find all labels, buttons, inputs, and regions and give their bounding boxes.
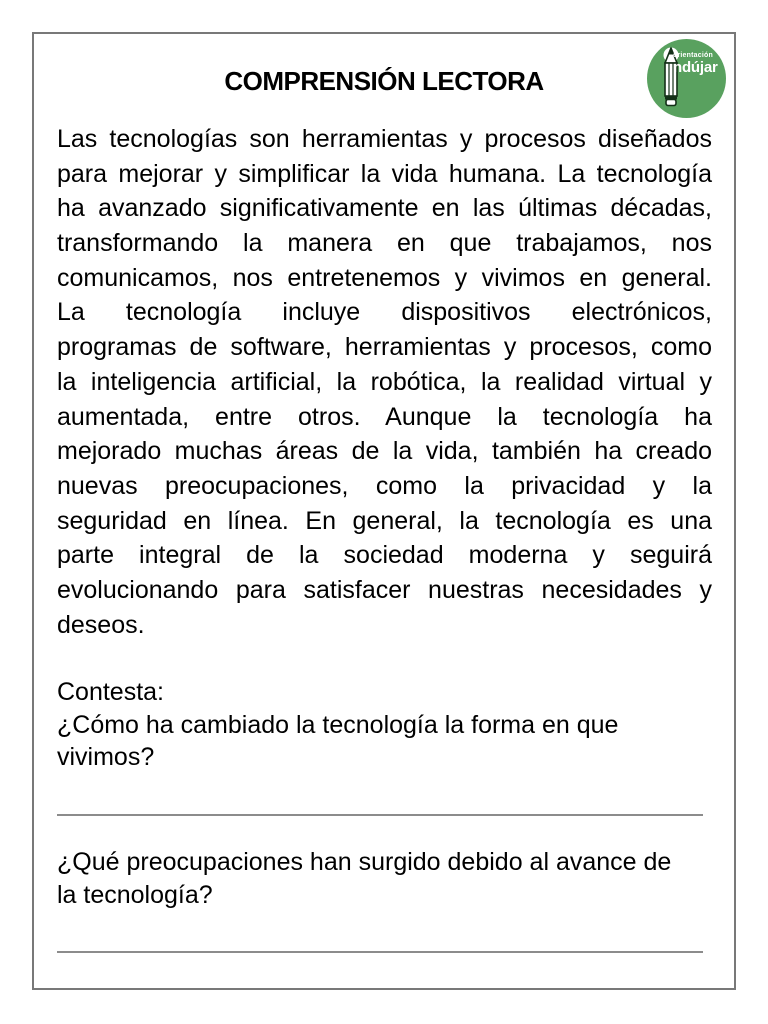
passage-line: nuevas preocupaciones, como la privacidad y la bbox=[57, 471, 712, 500]
passage-line: mejorado muchas áreas de la vida, también ha creado bbox=[57, 437, 712, 466]
passage-line: evolucionando para satisfacer nuestras necesidades y bbox=[57, 575, 712, 604]
brand-name-large: ndújar bbox=[673, 59, 718, 76]
passage-line: transformando la manera en que trabajamos, nos bbox=[57, 229, 712, 258]
passage-line: ha avanzado significativamente en las últimas décadas, bbox=[57, 194, 712, 223]
passage-line: deseos. bbox=[57, 610, 145, 639]
passage-line: programas de software, herramientas y procesos, como bbox=[57, 333, 712, 362]
page-border-frame bbox=[32, 32, 736, 990]
question-1-line-1: ¿Cómo ha cambiado la tecnología la forma en que bbox=[57, 710, 619, 739]
passage-line: la inteligencia artificial, la robótica, la realidad virtual y bbox=[57, 367, 712, 396]
reading-passage bbox=[57, 122, 712, 642]
passage-line: La tecnología incluye dispositivos electrónicos, bbox=[57, 298, 712, 327]
passage-line: Las tecnologías son herramientas y procesos diseñados bbox=[57, 125, 712, 153]
passage-line: seguridad en línea. En general, la tecnología es una bbox=[57, 506, 712, 535]
passage-line: parte integral de la sociedad moderna y seguirá bbox=[57, 541, 712, 570]
passage-line: comunicamos, nos entretenemos y vivimos en general. bbox=[57, 263, 712, 292]
page-title: COMPRENSIÓN LECTORA bbox=[224, 66, 544, 96]
question-2-line-1: ¿Qué preocupaciones han surgido debido al avance de bbox=[57, 848, 672, 876]
passage-line: para mejorar y simplificar la vida humana. La tecnología bbox=[57, 159, 712, 188]
questions-section bbox=[57, 676, 712, 774]
passage-line: aumentada, entre otros. Aunque la tecnología ha bbox=[57, 402, 712, 431]
brand-name-small: orientación bbox=[673, 52, 713, 59]
answer-line-1 bbox=[57, 814, 703, 816]
answer-prompt: Contesta: bbox=[57, 678, 165, 706]
page-content bbox=[34, 34, 734, 988]
question-2 bbox=[57, 846, 712, 912]
question-2-line-2: la tecnología? bbox=[57, 881, 213, 909]
answer-line-2 bbox=[57, 951, 703, 953]
question-1-line-2: vivimos? bbox=[57, 743, 155, 771]
